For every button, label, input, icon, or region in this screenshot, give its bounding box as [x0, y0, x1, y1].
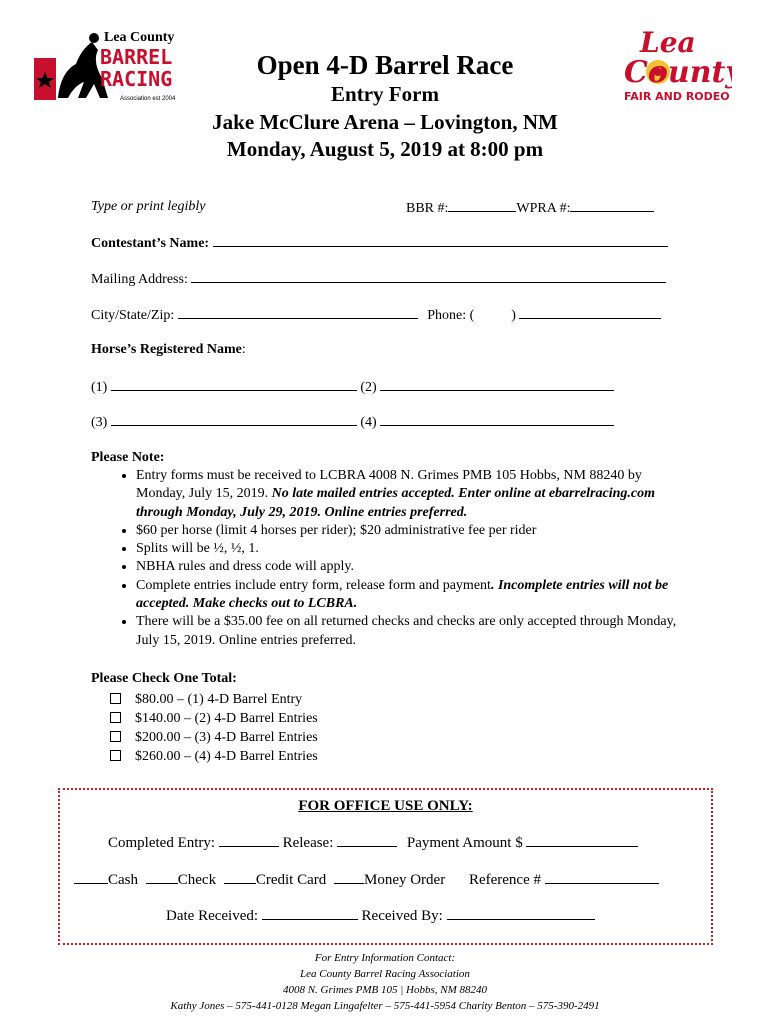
checkbox[interactable] [110, 750, 121, 761]
svg-text:Association est 2004: Association est 2004 [120, 96, 176, 102]
option-1[interactable]: $80.00 – (1) 4-D Barrel Entry [110, 690, 318, 709]
list-item: • Complete entries include entry form, release form and payment. Incomplete entries will not be accepted. Make checks out to LCBRA. [136, 577, 688, 614]
money-order-field[interactable] [334, 871, 364, 884]
contestant-row [91, 234, 668, 252]
office-row-1: Completed Entry: Release: Payment Amount $ [108, 834, 638, 852]
note-heading: Please Note: [91, 450, 165, 465]
venue: Jake McClure Arena – Lovington, NM [212, 110, 558, 134]
checkbox[interactable] [110, 731, 121, 742]
city-row [91, 306, 661, 324]
payment-field[interactable] [526, 834, 638, 847]
list-item: • Entry forms must be received to LCBRA 4008 N. Grimes PMB 105 Hobbs, NM 88240 by Monday, July 15, 2019. No late mailed entries accepted. Enter online at ebarrelracing.com through Monday, July 29, 2019. Online entries preferred. [136, 467, 688, 522]
form-subtitle: Entry Form [331, 82, 439, 106]
wpra-label: WPRA #: [516, 201, 571, 216]
footer-line-1: For Entry Information Contact: [314, 952, 456, 964]
completed-field[interactable] [219, 834, 279, 847]
office-use-box [58, 788, 713, 945]
option-3[interactable]: $200.00 – (3) 4-D Barrel Entries [110, 728, 318, 747]
city-label: City/State/Zip: [91, 308, 175, 323]
svg-text:Lea County: Lea County [104, 30, 175, 45]
svg-text:RACING: RACING [100, 67, 173, 91]
mailing-label: Mailing Address: [91, 272, 188, 287]
note-list [108, 467, 688, 650]
svg-text:BARREL: BARREL [100, 45, 173, 69]
horse-row-2: (3) (4) [91, 413, 614, 431]
phone-label: Phone: ( [427, 308, 475, 323]
mailing-address-field[interactable] [191, 270, 666, 283]
reference-field[interactable] [545, 871, 659, 884]
event-date: Monday, August 5, 2019 at 8:00 pm [226, 137, 544, 161]
office-heading: FOR OFFICE USE ONLY: [298, 798, 473, 814]
contestant-name-field[interactable] [213, 234, 668, 247]
release-field[interactable] [337, 834, 397, 847]
horse-1-field[interactable] [111, 378, 357, 391]
svg-text:County: County [624, 55, 732, 90]
bbr-field[interactable] [448, 199, 516, 212]
horse-3-field[interactable] [111, 413, 357, 426]
footer-line-2: Lea County Barrel Racing Association [300, 968, 470, 980]
office-row-3: Date Received: Received By: [166, 907, 595, 925]
option-2[interactable]: $140.00 – (2) 4-D Barrel Entries [110, 709, 318, 728]
horse-row-1: (1) (2) [91, 378, 614, 396]
horse-heading: Horse’s Registered Name: [91, 342, 246, 357]
svg-text:Lea: Lea [640, 26, 696, 59]
entry-options [110, 690, 318, 766]
list-item: • Splits will be ½, ½, 1. [136, 540, 688, 558]
mailing-row [91, 270, 666, 288]
page-title: Open 4-D Barrel Race [256, 50, 514, 80]
contestant-label: Contestant’s Name: [91, 236, 210, 251]
checkbox[interactable] [110, 693, 121, 704]
wpra-field[interactable] [570, 199, 654, 212]
list-item: • NBHA rules and dress code will apply. [136, 558, 688, 576]
credit-field[interactable] [224, 871, 256, 884]
checkbox[interactable] [110, 712, 121, 723]
office-row-2: Cash Check Credit Card Money Order Reference # [74, 871, 659, 889]
cash-field[interactable] [74, 871, 108, 884]
phone-field[interactable] [519, 306, 661, 319]
list-item: • $60 per horse (limit 4 horses per rider); $20 administrative fee per rider [136, 522, 688, 540]
svg-text:FAIR AND RODEO: FAIR AND RODEO [624, 90, 730, 103]
phone-close: ) [511, 308, 516, 323]
membership-numbers [406, 199, 654, 217]
check-field[interactable] [146, 871, 178, 884]
area-code-field[interactable] [478, 307, 508, 319]
footer-line-3: 4008 N. Grimes PMB 105 | Hobbs, NM 88240 [282, 984, 488, 996]
date-received-field[interactable] [262, 907, 358, 920]
received-by-field[interactable] [447, 907, 595, 920]
horse-4-field[interactable] [380, 413, 614, 426]
horse-2-field[interactable] [380, 378, 614, 391]
instruction-text: Type or print legibly [91, 199, 206, 214]
bbr-label: BBR #: [406, 201, 449, 216]
city-state-zip-field[interactable] [178, 306, 418, 319]
footer-line-4: Kathy Jones – 575-441-0128 Megan Lingafelter – 575-441-5954 Charity Benton – 575-390-2491 [170, 1000, 600, 1012]
list-item: • There will be a $35.00 fee on all returned checks and checks are only accepted through Monday, July 15, 2019. Online entries preferred. [136, 613, 688, 650]
check-heading: Please Check One Total: [91, 671, 237, 686]
option-4[interactable]: $260.00 – (4) 4-D Barrel Entries [110, 747, 318, 766]
